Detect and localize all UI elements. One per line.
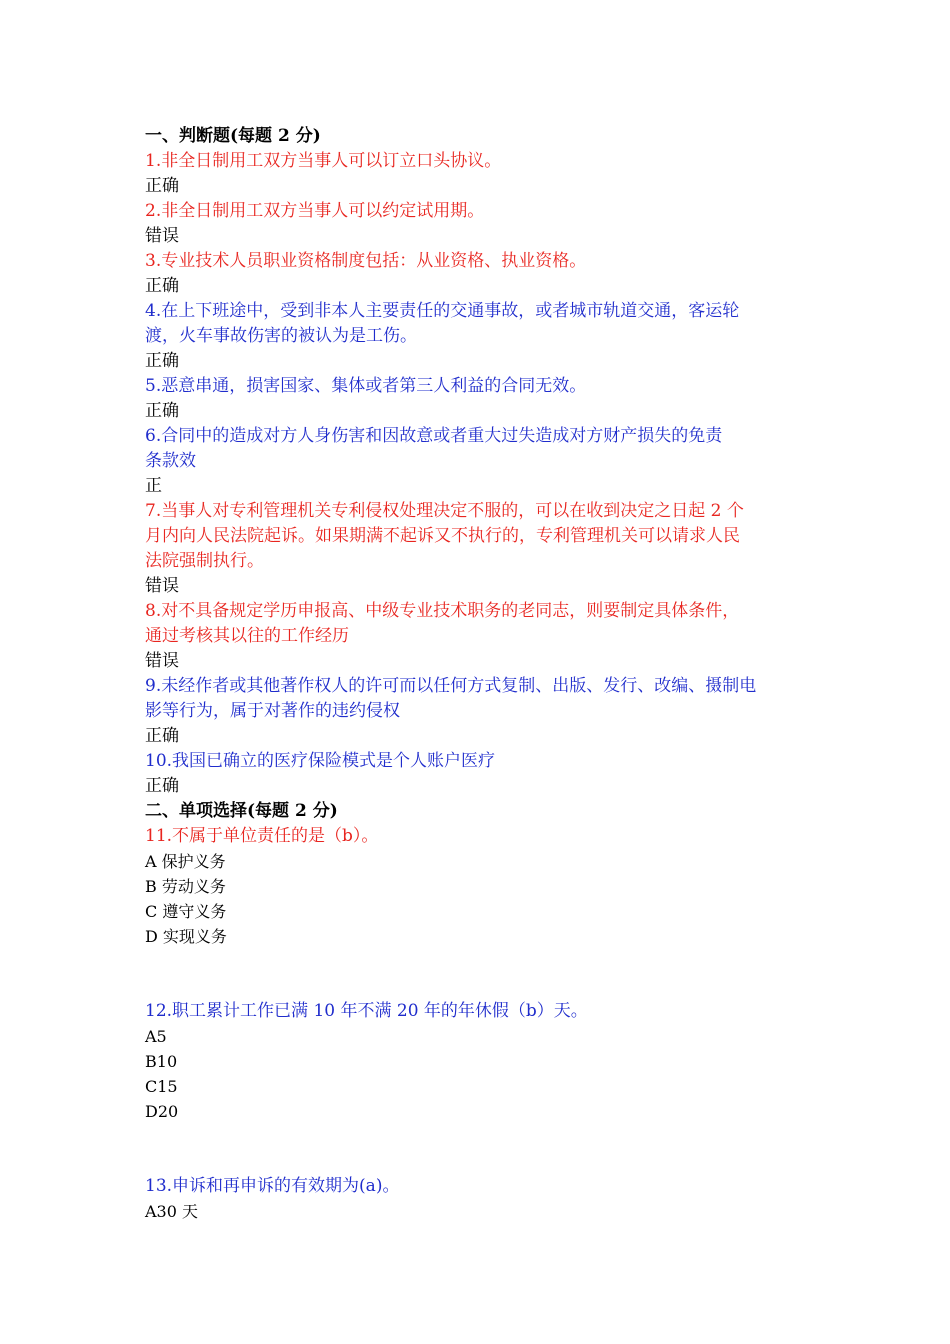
question-number: 13. [145,1176,173,1196]
question-7-line [145,524,815,549]
question-8-answer: 错误 [145,651,179,671]
question-text: 未经作者或其他著作权人的许可而以任何方式复制、出版、发行、改编、摄制电 [161,676,757,696]
question-2-answer: 错误 [145,226,179,246]
question-text: 我国已确立的医疗保险模式是个人账户医疗 [172,751,496,771]
question-text: 影等行为，属于对著作的违约侵权 [145,701,400,721]
question-5-answer: 正确 [145,401,179,421]
question-number: 12. [145,1001,173,1021]
question-13 [145,1174,815,1199]
question-9-line [145,699,815,724]
question-number: 2. [145,201,162,221]
question-text: 职工累计工作已满 10 年不满 20 年的年休假（b）天。 [172,1001,588,1021]
question-text: 当事人对专利管理机关专利侵权处理决定不服的，可以在收到决定之日起 2 个 [161,501,744,521]
question-number: 6. [145,426,162,446]
question-12 [145,999,815,1024]
question-11-option-c: C 遵守义务 [145,902,227,921]
question-number: 3. [145,251,162,271]
question-11-option-d: D 实现义务 [145,927,227,946]
question-1-answer: 正确 [145,176,179,196]
question-text: 条款效 [145,451,196,471]
question-6-line [145,449,815,474]
question-13-option-a: A30 天 [145,1202,199,1221]
question-7-line [145,499,815,524]
question-text: 法院强制执行。 [145,551,264,571]
question-12-option-c: C15 [145,1077,178,1096]
question-10-answer: 正确 [145,776,179,796]
question-text: 专业技术人员职业资格制度包括：从业资格、执业资格。 [161,251,587,271]
section1-title: 一、判断题(每题 2 分) [145,126,321,146]
question-4-answer: 正确 [145,351,179,371]
spacer [145,949,950,999]
question-8-line [145,624,815,649]
question-5-line [145,374,815,399]
question-6-line [145,424,815,449]
question-2-line [145,199,815,224]
question-11 [145,824,815,849]
question-7-line [145,549,815,574]
question-text: 非全日制用工双方当事人可以订立口头协议。 [161,151,502,171]
question-11-option-a: A 保护义务 [145,852,226,871]
question-number: 5. [145,376,162,396]
question-3-answer: 正确 [145,276,179,296]
question-text: 申诉和再申诉的有效期为(a)。 [172,1176,400,1196]
question-number: 8. [145,601,162,621]
question-12-option-a: A5 [145,1027,167,1046]
question-text: 恶意串通，损害国家、集体或者第三人利益的合同无效。 [161,376,587,396]
question-number: 7. [145,501,162,521]
question-text: 非全日制用工双方当事人可以约定试用期。 [161,201,485,221]
section2-title: 二、单项选择(每题 2 分) [145,801,338,821]
question-number: 9. [145,676,162,696]
question-12-option-d: D20 [145,1102,179,1121]
question-9-line [145,674,815,699]
question-number: 10. [145,751,173,771]
question-number: 1. [145,151,162,171]
spacer [145,1124,950,1174]
question-number: 4. [145,301,162,321]
question-text: 在上下班途中，受到非本人主要责任的交通事故，或者城市轨道交通，客运轮 [161,301,740,321]
question-4-line [145,324,815,349]
question-text: 月内向人民法院起诉。如果期满不起诉又不执行的，专利管理机关可以请求人民 [145,526,740,546]
question-4-line [145,299,815,324]
question-number: 11. [145,826,173,846]
question-9-answer: 正确 [145,726,179,746]
question-10-line [145,749,815,774]
question-text: 合同中的造成对方人身伤害和因故意或者重大过失造成对方财产损失的免责 [161,426,723,446]
question-8-line [145,599,815,624]
question-3-line [145,249,815,274]
question-text: 渡，火车事故伤害的被认为是工伤。 [145,326,417,346]
question-text: 通过考核其以往的工作经历 [145,626,349,646]
question-text: 对不具备规定学历申报高、中级专业技术职务的老同志，则要制定具体条件， [161,601,740,621]
question-11-option-b: B 劳动义务 [145,877,226,896]
question-12-option-b: B10 [145,1052,178,1071]
question-1-line [145,149,815,174]
question-text: 不属于单位责任的是（b）。 [172,826,379,846]
true-false-question-list [145,149,950,799]
question-7-answer: 错误 [145,576,179,596]
question-6-answer: 正 [145,476,162,496]
